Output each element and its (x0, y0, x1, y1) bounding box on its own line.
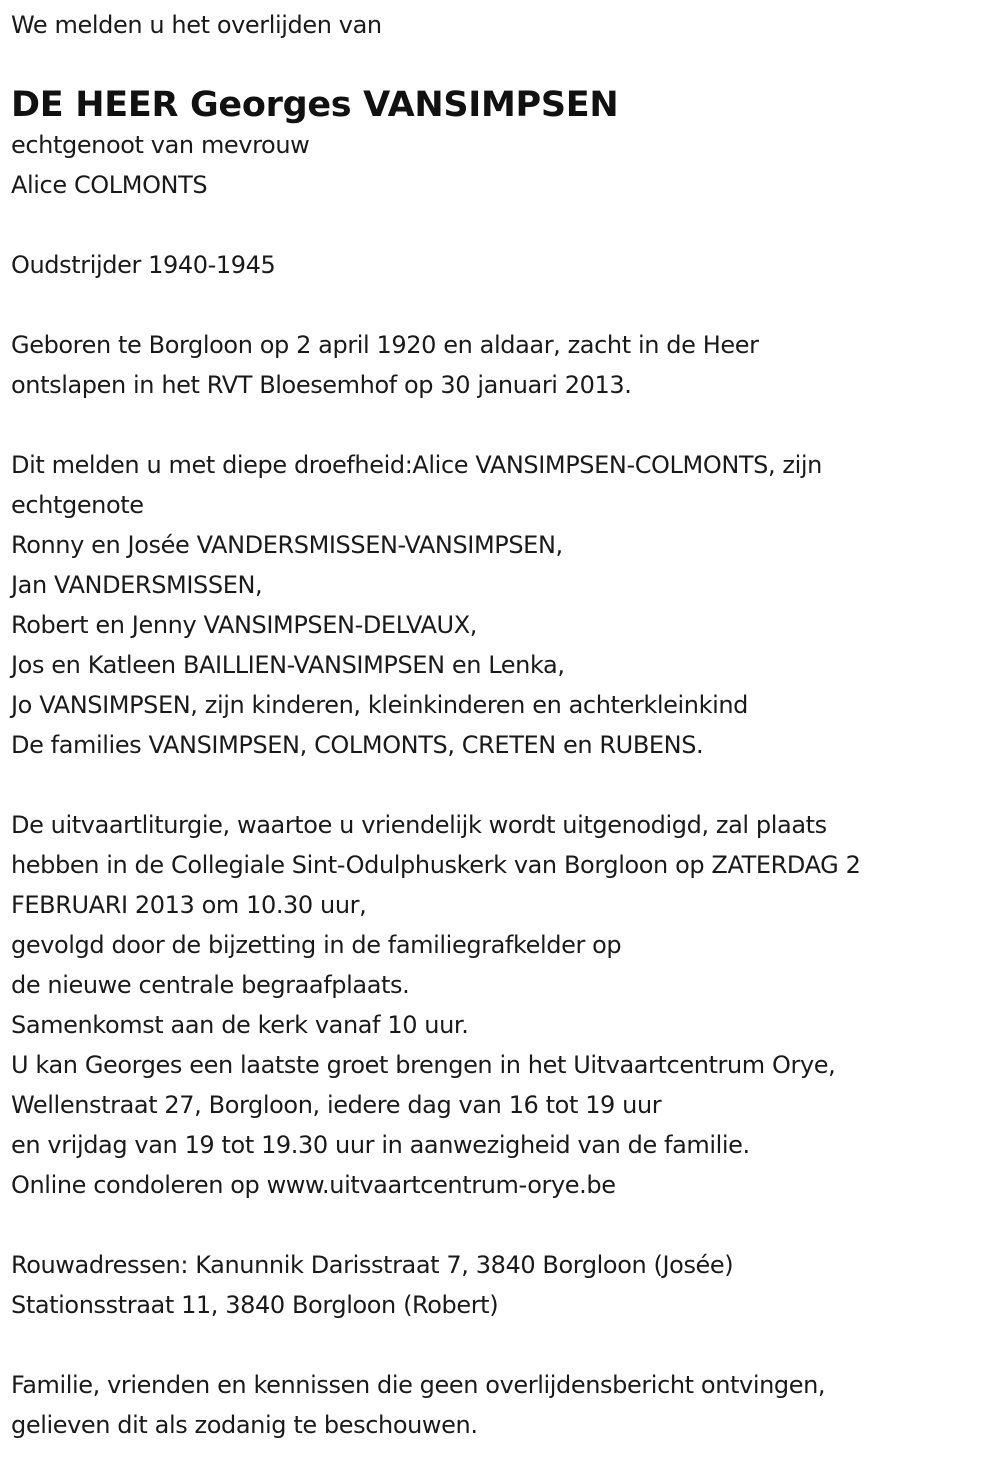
birth-death-line: Geboren te Borgloon op 2 april 1920 en aldaar, zacht in de Heer (11, 331, 759, 359)
funeral-line: U kan Georges een laatste groet brengen in het Uitvaartcentrum Orye, (11, 1051, 836, 1079)
birth-death-line: ontslapen in het RVT Bloesemhof op 30 januari 2013. (11, 371, 632, 399)
funeral-line: en vrijdag van 19 tot 19.30 uur in aanwezigheid van de familie. (11, 1131, 750, 1159)
spacer (11, 405, 986, 445)
spacer (11, 1325, 986, 1365)
deceased-name: DE HEER Georges VANSIMPSEN (11, 85, 619, 125)
funeral-section (11, 805, 986, 1205)
family-line: De families VANSIMPSEN, COLMONTS, CRETEN en RUBENS. (11, 731, 704, 759)
address-line: Rouwadressen: Kanunnik Darisstraat 7, 3840 Borgloon (Josée) (11, 1251, 734, 1279)
closing-section (11, 1365, 986, 1445)
addresses-section (11, 1245, 986, 1325)
spacer (11, 765, 986, 805)
condolence-link-line: Online condoleren op www.uitvaartcentrum-orye.be (11, 1171, 616, 1199)
family-line: Jo VANSIMPSEN, zijn kinderen, kleinkinderen en achterkleinkind (11, 691, 748, 719)
closing-line: Familie, vrienden en kennissen die geen overlijdensbericht ontvingen, (11, 1371, 826, 1399)
family-line: Ronny en Josée VANDERSMISSEN-VANSIMPSEN, (11, 531, 563, 559)
spouse-name: Alice COLMONTS (11, 171, 208, 199)
intro-text: We melden u het overlijden van (11, 11, 382, 39)
family-section (11, 445, 986, 765)
spacer (11, 1205, 986, 1245)
funeral-line: Samenkomst aan de kerk vanaf 10 uur. (11, 1011, 469, 1039)
funeral-line: de nieuwe centrale begraafplaats. (11, 971, 410, 999)
family-line: Dit melden u met diepe droefheid:Alice VANSIMPSEN-COLMONTS, zijn (11, 451, 822, 479)
closing-line: gelieven dit als zodanig te beschouwen. (11, 1411, 478, 1439)
address-line: Stationsstraat 11, 3840 Borgloon (Robert) (11, 1291, 499, 1319)
spacer (11, 285, 986, 325)
funeral-line: FEBRUARI 2013 om 10.30 uur, (11, 891, 367, 919)
spacer (11, 205, 986, 245)
family-line: Robert en Jenny VANSIMPSEN-DELVAUX, (11, 611, 477, 639)
spouse-label: echtgenoot van mevrouw (11, 131, 310, 159)
death-notice (11, 5, 986, 1445)
family-line: Jos en Katleen BAILLIEN-VANSIMPSEN en Lenka, (11, 651, 565, 679)
family-line: echtgenote (11, 491, 144, 519)
birth-death-section (11, 325, 986, 405)
funeral-line: Wellenstraat 27, Borgloon, iedere dag van 16 tot 19 uur (11, 1091, 662, 1119)
family-line: Jan VANDERSMISSEN, (11, 571, 263, 599)
veteran-text: Oudstrijder 1940-1945 (11, 251, 276, 279)
funeral-line: De uitvaartliturgie, waartoe u vriendelijk wordt uitgenodigd, zal plaats (11, 811, 827, 839)
funeral-line: hebben in de Collegiale Sint-Odulphuskerk van Borgloon op ZATERDAG 2 (11, 851, 861, 879)
funeral-line: gevolgd door de bijzetting in de familiegrafkelder op (11, 931, 622, 959)
